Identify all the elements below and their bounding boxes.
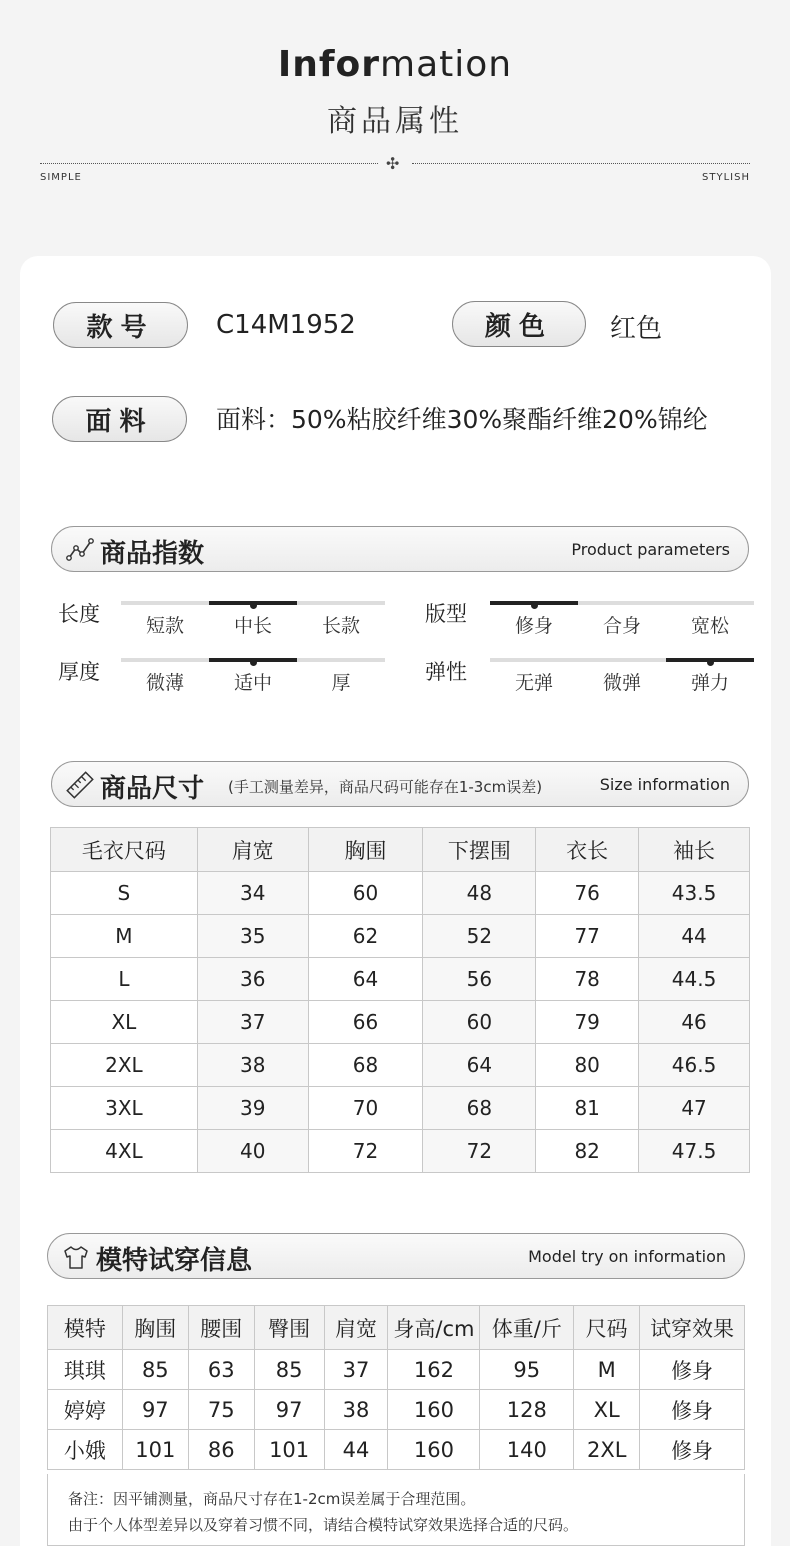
column-header: 胸围 bbox=[308, 828, 423, 872]
table-cell: 97 bbox=[254, 1390, 324, 1430]
section-title-en: Product parameters bbox=[571, 540, 730, 559]
table-cell: 76 bbox=[536, 872, 639, 915]
column-header: 肩宽 bbox=[197, 828, 308, 872]
index-label: 厚度 bbox=[58, 660, 100, 684]
table-cell: 72 bbox=[308, 1130, 423, 1173]
column-header: 袖长 bbox=[639, 828, 750, 872]
table-cell: 160 bbox=[388, 1430, 480, 1470]
table-cell: 婷婷 bbox=[48, 1390, 123, 1430]
scale-option: 弹力 bbox=[690, 672, 729, 694]
column-header: 下摆围 bbox=[423, 828, 536, 872]
title-light: mation bbox=[380, 44, 513, 85]
product-parameters-header bbox=[51, 526, 749, 572]
table-cell: 86 bbox=[188, 1430, 254, 1470]
scale-segment bbox=[578, 658, 666, 662]
table-row bbox=[48, 1430, 745, 1470]
table-cell: 68 bbox=[308, 1044, 423, 1087]
table-cell: 95 bbox=[480, 1350, 574, 1390]
selected-marker bbox=[490, 601, 578, 605]
scale-option: 微弹 bbox=[602, 672, 641, 694]
selected-marker bbox=[666, 658, 754, 662]
measurement-note: (手工测量差异，商品尺码可能存在1-3cm误差) bbox=[228, 778, 543, 796]
table-cell: 34 bbox=[197, 872, 308, 915]
divider-left bbox=[40, 163, 378, 164]
divider-right bbox=[412, 163, 750, 164]
table-cell: 46.5 bbox=[639, 1044, 750, 1087]
scale-segment bbox=[666, 601, 754, 605]
column-header: 肩宽 bbox=[324, 1306, 388, 1350]
table-cell: 63 bbox=[188, 1350, 254, 1390]
column-header: 腰围 bbox=[188, 1306, 254, 1350]
table-cell: 4XL bbox=[51, 1130, 198, 1173]
table-cell: 2XL bbox=[51, 1044, 198, 1087]
index-label: 版型 bbox=[425, 602, 467, 626]
scale-segment bbox=[121, 601, 209, 605]
table-cell: 140 bbox=[480, 1430, 574, 1470]
table-cell: 85 bbox=[122, 1350, 188, 1390]
scale-option: 合身 bbox=[602, 615, 641, 637]
size-table-header bbox=[51, 828, 750, 872]
table-cell: 琪琪 bbox=[48, 1350, 123, 1390]
color-label: 颜色 bbox=[452, 301, 586, 347]
table-cell: 64 bbox=[423, 1044, 536, 1087]
table-cell: 82 bbox=[536, 1130, 639, 1173]
table-cell: 38 bbox=[324, 1390, 388, 1430]
style-number-value: C14M1952 bbox=[216, 310, 356, 340]
table-cell: S bbox=[51, 872, 198, 915]
scale-option: 宽松 bbox=[690, 615, 729, 637]
scale-segment bbox=[297, 601, 385, 605]
column-header: 胸围 bbox=[122, 1306, 188, 1350]
scale-segment bbox=[121, 658, 209, 662]
table-row bbox=[51, 872, 750, 915]
column-header: 模特 bbox=[48, 1306, 123, 1350]
column-header: 毛衣尺码 bbox=[51, 828, 198, 872]
model-table-header bbox=[48, 1306, 745, 1350]
table-cell: 62 bbox=[308, 915, 423, 958]
remarks-box bbox=[47, 1474, 745, 1546]
index-scale bbox=[490, 658, 754, 698]
table-cell: 79 bbox=[536, 1001, 639, 1044]
table-cell: 47.5 bbox=[639, 1130, 750, 1173]
scale-option: 短款 bbox=[145, 615, 184, 637]
table-cell: 162 bbox=[388, 1350, 480, 1390]
table-cell: 44 bbox=[324, 1430, 388, 1470]
table-cell: 60 bbox=[308, 872, 423, 915]
table-cell: 40 bbox=[197, 1130, 308, 1173]
model-table bbox=[47, 1305, 745, 1470]
scale-option: 修身 bbox=[514, 615, 553, 637]
section-title: 模特试穿信息 bbox=[96, 1246, 253, 1276]
table-cell: 60 bbox=[423, 1001, 536, 1044]
title-bold: Infor bbox=[277, 44, 381, 85]
column-header: 臀围 bbox=[254, 1306, 324, 1350]
size-table bbox=[50, 827, 750, 1173]
table-row bbox=[51, 915, 750, 958]
color-value: 红色 bbox=[610, 314, 663, 344]
table-cell: 修身 bbox=[640, 1390, 745, 1430]
page-title-cn: 商品属性 bbox=[327, 104, 463, 139]
scale-option: 长款 bbox=[321, 615, 360, 637]
table-row bbox=[51, 1130, 750, 1173]
table-cell: 56 bbox=[423, 958, 536, 1001]
table-cell: 48 bbox=[423, 872, 536, 915]
table-row bbox=[48, 1390, 745, 1430]
model-information-header bbox=[47, 1233, 745, 1279]
index-label: 弹性 bbox=[425, 660, 467, 684]
selected-marker bbox=[209, 601, 297, 605]
trend-line-icon bbox=[66, 536, 94, 564]
table-cell: 44.5 bbox=[639, 958, 750, 1001]
selected-marker bbox=[209, 658, 297, 662]
style-number-label: 款号 bbox=[53, 302, 188, 348]
stylish-tag: STYLISH bbox=[702, 172, 750, 183]
table-cell: 3XL bbox=[51, 1087, 198, 1130]
table-cell: 85 bbox=[254, 1350, 324, 1390]
table-cell: 52 bbox=[423, 915, 536, 958]
table-cell: XL bbox=[51, 1001, 198, 1044]
column-header: 试穿效果 bbox=[640, 1306, 745, 1350]
column-header: 尺码 bbox=[574, 1306, 640, 1350]
section-title: 商品尺寸 bbox=[100, 774, 205, 804]
table-cell: 81 bbox=[536, 1087, 639, 1130]
table-cell: 37 bbox=[324, 1350, 388, 1390]
table-cell: 75 bbox=[188, 1390, 254, 1430]
table-cell: M bbox=[51, 915, 198, 958]
scale-option: 厚 bbox=[331, 672, 351, 694]
table-cell: 38 bbox=[197, 1044, 308, 1087]
index-label: 长度 bbox=[58, 602, 100, 626]
fabric-label: 面料 bbox=[52, 396, 187, 442]
table-cell: 160 bbox=[388, 1390, 480, 1430]
scale-option: 无弹 bbox=[514, 672, 553, 694]
table-cell: M bbox=[574, 1350, 640, 1390]
simple-tag: SIMPLE bbox=[40, 172, 82, 183]
table-cell: 2XL bbox=[574, 1430, 640, 1470]
index-scale bbox=[121, 601, 385, 641]
table-cell: 46 bbox=[639, 1001, 750, 1044]
remark-line: 由于个人体型差异以及穿着习惯不同，请结合模特试穿效果选择合适的尺码。 bbox=[68, 1516, 579, 1534]
table-cell: 70 bbox=[308, 1087, 423, 1130]
ornament-icon: ✣ bbox=[386, 154, 400, 173]
shirt-icon bbox=[62, 1243, 90, 1271]
table-cell: 77 bbox=[536, 915, 639, 958]
table-cell: 35 bbox=[197, 915, 308, 958]
fabric-value: 面料：50%粘胶纤维30%聚酯纤维20%锦纶 bbox=[216, 405, 708, 434]
table-cell: 78 bbox=[536, 958, 639, 1001]
table-cell: 97 bbox=[122, 1390, 188, 1430]
table-cell: 80 bbox=[536, 1044, 639, 1087]
table-cell: XL bbox=[574, 1390, 640, 1430]
scale-segment bbox=[578, 601, 666, 605]
column-header: 衣长 bbox=[536, 828, 639, 872]
size-information-header bbox=[51, 761, 749, 807]
table-cell: 44 bbox=[639, 915, 750, 958]
table-cell: 66 bbox=[308, 1001, 423, 1044]
table-row bbox=[51, 1087, 750, 1130]
table-cell: 68 bbox=[423, 1087, 536, 1130]
table-cell: 101 bbox=[122, 1430, 188, 1470]
index-scale bbox=[121, 658, 385, 698]
table-cell: 36 bbox=[197, 958, 308, 1001]
section-title: 商品指数 bbox=[100, 539, 205, 569]
table-cell: 小娥 bbox=[48, 1430, 123, 1470]
table-cell: 39 bbox=[197, 1087, 308, 1130]
scale-option: 微薄 bbox=[145, 672, 184, 694]
scale-option: 适中 bbox=[233, 672, 272, 694]
section-title-en: Size information bbox=[599, 775, 730, 794]
column-header: 体重/斤 bbox=[480, 1306, 574, 1350]
scale-segment bbox=[490, 658, 578, 662]
table-cell: 修身 bbox=[640, 1430, 745, 1470]
table-row bbox=[51, 1044, 750, 1087]
table-cell: 修身 bbox=[640, 1350, 745, 1390]
remark-line: 备注：因平铺测量，商品尺寸存在1-2cm误差属于合理范围。 bbox=[68, 1490, 476, 1508]
table-cell: 72 bbox=[423, 1130, 536, 1173]
table-row bbox=[51, 958, 750, 1001]
scale-option: 中长 bbox=[233, 615, 272, 637]
table-cell: 47 bbox=[639, 1087, 750, 1130]
table-cell: 128 bbox=[480, 1390, 574, 1430]
table-cell: 64 bbox=[308, 958, 423, 1001]
section-title-en: Model try on information bbox=[528, 1247, 726, 1266]
table-cell: 43.5 bbox=[639, 872, 750, 915]
page-title-en bbox=[0, 44, 790, 85]
ruler-icon bbox=[66, 771, 94, 799]
table-row bbox=[51, 1001, 750, 1044]
table-cell: 101 bbox=[254, 1430, 324, 1470]
table-cell: L bbox=[51, 958, 198, 1001]
table-cell: 37 bbox=[197, 1001, 308, 1044]
column-header: 身高/cm bbox=[388, 1306, 480, 1350]
table-row bbox=[48, 1350, 745, 1390]
index-scale bbox=[490, 601, 754, 641]
scale-segment bbox=[297, 658, 385, 662]
